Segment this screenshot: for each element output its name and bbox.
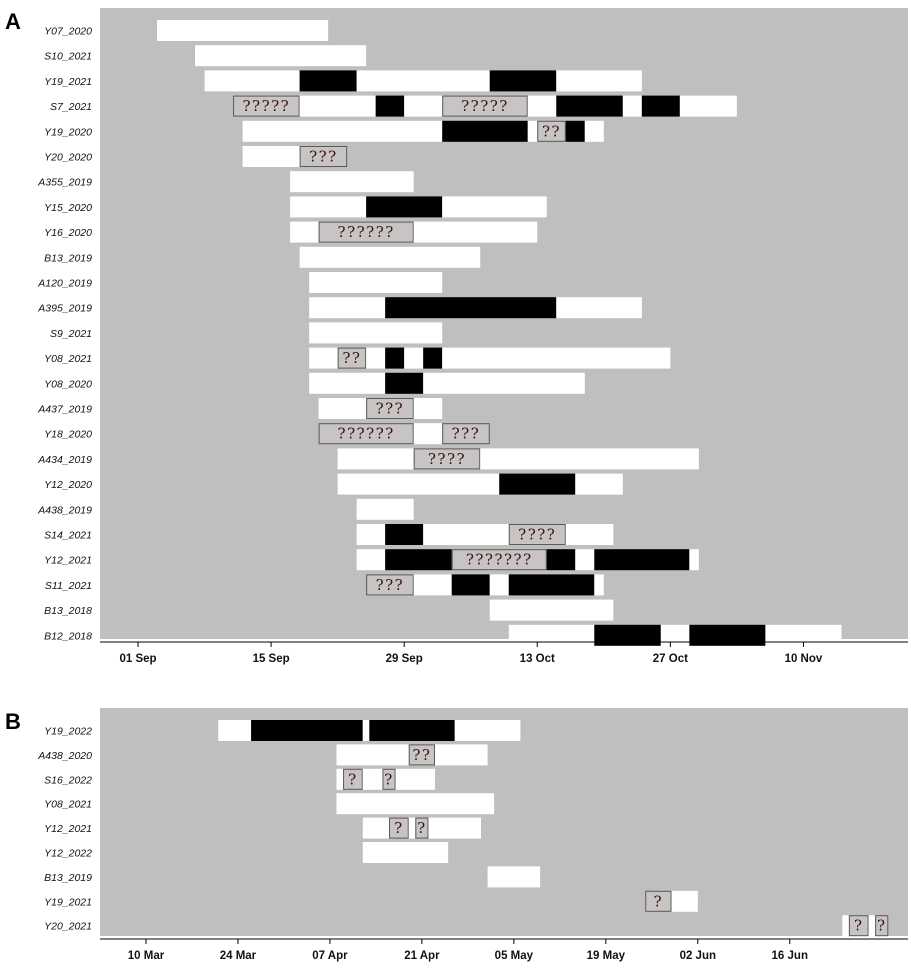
white-segment	[661, 625, 690, 646]
white-segment	[556, 297, 642, 318]
row-label: Y19_2022	[44, 725, 92, 738]
row-label: S11_2021	[44, 579, 92, 592]
unknown-marks: ?	[384, 770, 394, 789]
panel-a	[5, 8, 908, 665]
black-segment	[442, 121, 528, 142]
black-segment	[376, 96, 405, 117]
x-tick-label: 10 Mar	[127, 950, 165, 962]
unknown-marks: ??	[541, 122, 562, 141]
white-segment	[490, 574, 509, 595]
white-segment	[623, 96, 642, 117]
row-label: A437_2019	[38, 403, 92, 416]
row-label: A395_2019	[38, 302, 92, 315]
white-segment	[218, 720, 251, 741]
white-segment	[309, 272, 442, 293]
white-segment	[585, 121, 604, 142]
white-segment	[357, 549, 386, 570]
white-segment	[363, 720, 370, 741]
white-segment	[490, 600, 614, 621]
black-segment	[689, 625, 765, 646]
white-segment	[442, 348, 670, 369]
row-label: Y08_2020	[44, 378, 92, 391]
unknown-marks: ???	[375, 575, 405, 594]
white-segment	[366, 348, 385, 369]
unknown-marks: ?????	[242, 97, 291, 116]
unknown-marks: ?	[853, 916, 864, 935]
white-segment	[357, 499, 414, 520]
black-segment	[251, 720, 363, 741]
unknown-marks: ????	[427, 449, 467, 468]
black-segment	[509, 574, 595, 595]
row-label: B13_2019	[44, 252, 92, 265]
white-segment	[319, 398, 367, 419]
timeline-row	[44, 20, 328, 41]
white-segment	[566, 524, 614, 545]
row-label: Y19_2021	[44, 75, 92, 88]
white-segment	[689, 549, 699, 570]
white-segment	[290, 171, 414, 192]
white-segment	[594, 574, 604, 595]
unknown-marks: ?????	[461, 97, 509, 116]
row-label: Y12_2021	[44, 554, 92, 567]
black-segment	[300, 70, 357, 91]
unknown-marks: ?	[348, 770, 358, 789]
plot-background	[100, 708, 908, 936]
unknown-marks: ???	[375, 399, 405, 418]
white-segment	[205, 70, 300, 91]
white-segment	[300, 96, 376, 117]
black-segment	[366, 196, 442, 217]
unknown-marks: ???????	[465, 550, 533, 569]
row-label: Y20_2020	[44, 151, 92, 164]
white-segment	[396, 769, 435, 790]
x-tick-label: 10 Nov	[784, 653, 823, 665]
x-tick-label: 01 Sep	[119, 653, 157, 665]
panel-label: A	[5, 9, 21, 34]
row-label: Y12_2022	[44, 847, 92, 860]
black-segment	[423, 348, 442, 369]
panel-b	[5, 708, 908, 962]
x-tick-label: 27 Oct	[652, 653, 688, 665]
white-segment	[575, 474, 623, 495]
row-label: A355_2019	[38, 176, 92, 189]
row-label: Y12_2020	[44, 479, 92, 492]
row-label: Y18_2020	[44, 428, 92, 441]
unknown-marks: ?	[876, 916, 887, 935]
unknown-marks: ??	[412, 745, 432, 764]
row-label: Y20_2021	[44, 920, 92, 933]
white-segment	[157, 20, 328, 41]
row-label: A434_2019	[38, 453, 92, 466]
row-label: Y15_2020	[44, 201, 92, 214]
white-segment	[480, 448, 699, 469]
white-segment	[842, 915, 849, 936]
row-label: S10_2021	[44, 50, 92, 63]
white-segment	[404, 348, 423, 369]
x-tick-label: 15 Sep	[252, 653, 290, 665]
white-segment	[414, 423, 443, 444]
x-tick-label: 07 Apr	[312, 950, 348, 962]
black-segment	[385, 373, 423, 394]
white-segment	[290, 196, 366, 217]
row-label: Y08_2021	[44, 353, 92, 366]
white-segment	[300, 247, 481, 268]
unknown-marks: ??	[342, 349, 362, 368]
black-segment	[556, 96, 623, 117]
white-segment	[309, 322, 442, 343]
white-segment	[509, 625, 595, 646]
black-segment	[566, 121, 585, 142]
x-tick-label: 02 Jun	[679, 950, 717, 962]
row-label: Y19_2021	[44, 896, 92, 909]
white-segment	[290, 222, 319, 243]
row-label: B13_2019	[44, 871, 92, 884]
black-segment	[369, 720, 454, 741]
white-segment	[556, 70, 642, 91]
unknown-marks: ???	[451, 424, 481, 443]
black-segment	[499, 474, 575, 495]
unknown-marks: ??????	[337, 424, 395, 443]
white-segment	[423, 524, 509, 545]
row-label: B12_2018	[44, 630, 92, 643]
white-segment	[435, 744, 488, 765]
white-segment	[338, 448, 414, 469]
white-segment	[336, 769, 343, 790]
x-tick-label: 16 Jun	[771, 950, 808, 962]
white-segment	[243, 146, 300, 167]
white-segment	[363, 842, 448, 863]
row-label: Y08_2021	[44, 798, 92, 811]
white-segment	[309, 373, 385, 394]
x-tick-label: 13 Oct	[519, 653, 555, 665]
row-label: S14_2021	[44, 529, 92, 542]
white-segment	[442, 196, 547, 217]
white-segment	[309, 297, 385, 318]
white-segment	[414, 398, 443, 419]
white-segment	[672, 891, 698, 912]
row-label: Y19_2020	[44, 126, 92, 139]
row-label: Y12_2021	[44, 823, 92, 836]
white-segment	[869, 915, 876, 936]
black-segment	[385, 348, 404, 369]
row-label: S7_2021	[49, 101, 92, 114]
x-tick-label: 19 May	[586, 950, 626, 962]
unknown-marks: ???	[309, 147, 338, 166]
row-label: Y07_2020	[44, 25, 92, 38]
white-segment	[357, 524, 386, 545]
row-label: B13_2018	[44, 605, 92, 618]
white-segment	[414, 222, 538, 243]
white-segment	[409, 818, 416, 839]
black-segment	[547, 549, 576, 570]
panel-label: B	[5, 709, 21, 734]
unknown-marks: ??????	[337, 223, 395, 242]
black-segment	[642, 96, 680, 117]
white-segment	[575, 549, 594, 570]
unknown-marks: ?	[417, 819, 427, 838]
white-segment	[404, 96, 442, 117]
white-segment	[528, 96, 557, 117]
black-segment	[594, 549, 689, 570]
black-segment	[594, 625, 661, 646]
white-segment	[336, 744, 408, 765]
white-segment	[195, 45, 366, 66]
white-segment	[357, 70, 490, 91]
white-segment	[338, 474, 500, 495]
white-segment	[363, 769, 383, 790]
x-tick-label: 05 May	[494, 950, 534, 962]
unknown-marks: ????	[518, 525, 557, 544]
x-tick-label: 24 Mar	[219, 950, 257, 962]
black-segment	[490, 70, 557, 91]
timeline-row	[44, 45, 366, 66]
unknown-marks: ?	[653, 892, 664, 911]
white-segment	[414, 574, 452, 595]
black-segment	[385, 549, 452, 570]
white-segment	[680, 96, 737, 117]
black-segment	[452, 574, 490, 595]
unknown-marks: ?	[394, 819, 404, 838]
white-segment	[423, 373, 585, 394]
white-segment	[455, 720, 521, 741]
row-label: A120_2019	[38, 277, 92, 290]
white-segment	[336, 793, 494, 814]
row-label: Y16_2020	[44, 227, 92, 240]
white-segment	[488, 866, 541, 887]
x-tick-label: 21 Apr	[404, 950, 440, 962]
row-label: S9_2021	[49, 327, 92, 340]
white-segment	[309, 348, 338, 369]
black-segment	[385, 297, 556, 318]
row-label: A438_2019	[38, 504, 92, 517]
white-segment	[428, 818, 481, 839]
white-segment	[528, 121, 538, 142]
white-segment	[363, 818, 389, 839]
white-segment	[243, 121, 443, 142]
x-tick-label: 29 Sep	[385, 653, 423, 665]
row-label: A438_2020	[38, 749, 92, 762]
black-segment	[385, 524, 423, 545]
row-label: S16_2022	[44, 774, 92, 787]
